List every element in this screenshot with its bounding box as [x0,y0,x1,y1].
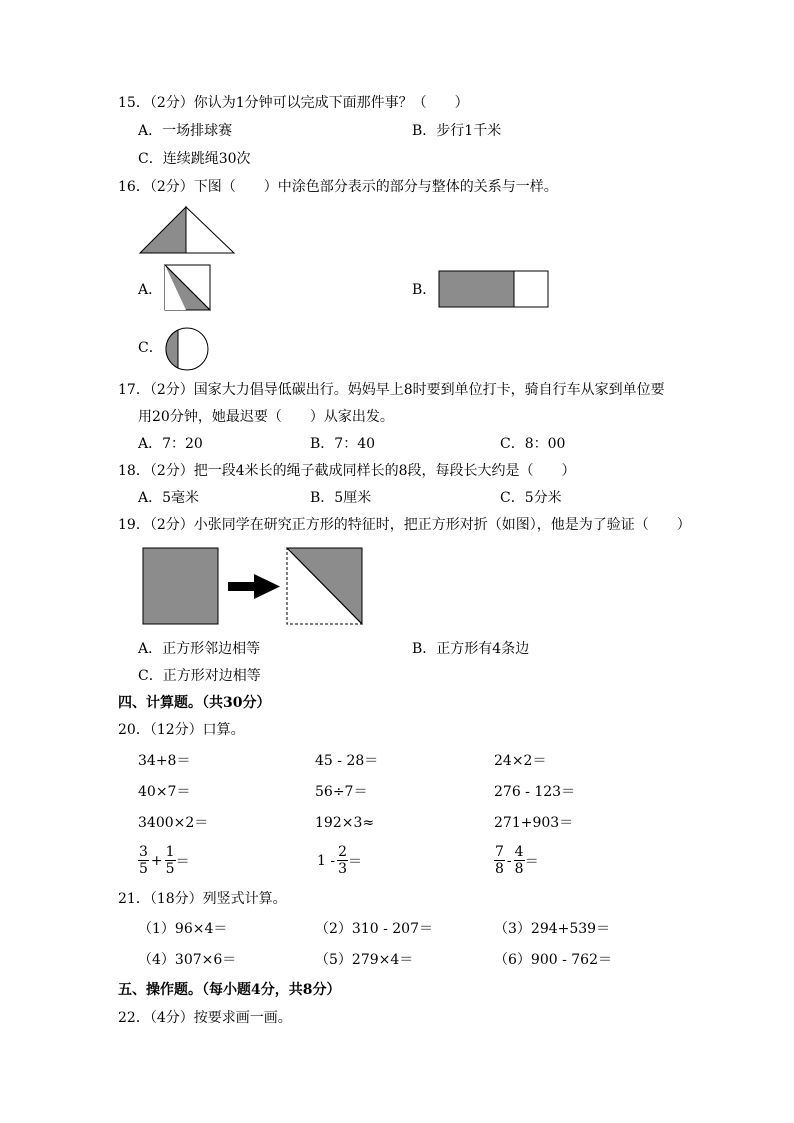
equals-sign: ＝ [524,853,539,870]
equals-sign: ＝ [175,853,190,870]
q22-stem: 22．（4分）按要求画一画。 [118,1010,292,1026]
q20-fraction-expr-2 [315,844,362,877]
q20-r3-c3: 271+903＝ [494,815,574,831]
q18-option-b: B．5厘米 [310,490,372,506]
q17-stem-line2: 用20分钟，她最迟要（ ）从家出发。 [138,409,394,425]
fraction-denominator: 8 [514,861,524,877]
q20-fraction-expr-1 [138,844,190,877]
q20-stem: 20．（12分）口算。 [118,722,245,738]
q16-reference-triangle-figure [138,205,236,255]
q16-option-a: A． [138,282,163,298]
q19-stem: 19．（2分）小张同学在研究正方形的特征时，把正方形对折（如图），他是为了验证（ ） [118,517,691,533]
q20-r1-c3: 24×2＝ [494,753,547,769]
q17-option-b: B．7：40 [310,436,376,452]
fraction-numerator: 3 [139,844,148,860]
fraction-denominator: 5 [165,861,175,877]
q21-stem: 21．（18分）列竖式计算。 [118,891,287,907]
q15-stem: 15．（2分）你认为1分钟可以完成下面那件事？（ ） [118,95,469,111]
fraction-numerator: 7 [495,844,504,860]
q15-option-b: B．步行1千米 [412,123,502,139]
fraction-numerator: 2 [338,844,348,860]
q21-r1-c2: （2）310 - 207＝ [315,921,433,937]
q18-option-a: A．5毫米 [138,490,200,506]
q20-fraction-expr-3 [494,844,539,877]
fraction-numerator: 1 [165,844,175,860]
section4-heading: 四、计算题。（共30分） [118,695,271,711]
q18-stem: 18．（2分）把一段4米长的绳子截成同样长的8段，每段长大约是（ ） [118,463,576,479]
q21-r1-c3: （3）294+539＝ [494,921,611,937]
q20-r3-c2: 192×3≈ [315,815,375,831]
q16-option-b: B． [412,282,437,298]
q19-option-a: A．正方形邻边相等 [138,641,261,657]
q16-option-c: C． [138,340,163,356]
operator: 1 - [317,852,336,869]
q19-square-fold-figure [142,546,366,628]
q20-r1-c2: 45 - 28＝ [315,753,379,769]
fraction-denominator: 3 [338,861,348,877]
q20-r1-c1: 34+8＝ [138,753,191,769]
fraction-denominator: 8 [495,861,504,877]
operator: - [506,852,512,869]
q15-option-c: C．连续跳绳30次 [138,151,251,167]
q17-stem-line1: 17．（2分）国家大力倡导低碳出行。妈妈早上8时要到单位打卡，骑自行车从家到单位要 [118,382,665,398]
q20-r3-c1: 3400×2＝ [138,815,209,831]
q20-r2-c2: 56÷7＝ [315,784,368,800]
q16-option-c-circle-figure [164,326,210,372]
q16-option-a-square-figure [164,264,212,312]
q19-option-b: B．正方形有4条边 [412,641,530,657]
q16-stem: 16．（2分）下图（ ）中涂色部分表示的部分与整体的关系与一样。 [118,179,558,195]
q21-r2-c2: （5）279×4＝ [315,952,414,968]
q20-r2-c1: 40×7＝ [138,784,191,800]
fraction-denominator: 5 [139,861,148,877]
section5-heading: 五、操作题。（每小题4分，共8分） [118,982,341,998]
q21-r1-c1: （1）96×4＝ [138,921,228,937]
q18-option-c: C．5分米 [500,490,562,506]
operator: + [150,852,163,869]
q21-r2-c3: （6）900 - 762＝ [494,952,612,968]
q19-option-c: C．正方形对边相等 [138,668,261,684]
q16-option-b-rectangle-figure [438,270,550,310]
fraction-numerator: 4 [514,844,524,860]
q17-option-c: C．8：00 [500,436,566,452]
equals-sign: ＝ [348,853,363,870]
q15-option-a: A．一场排球赛 [138,123,233,139]
q17-option-a: A．7：20 [138,436,203,452]
q21-r2-c1: （4）307×6＝ [138,952,237,968]
q20-r2-c3: 276 - 123＝ [494,784,576,800]
